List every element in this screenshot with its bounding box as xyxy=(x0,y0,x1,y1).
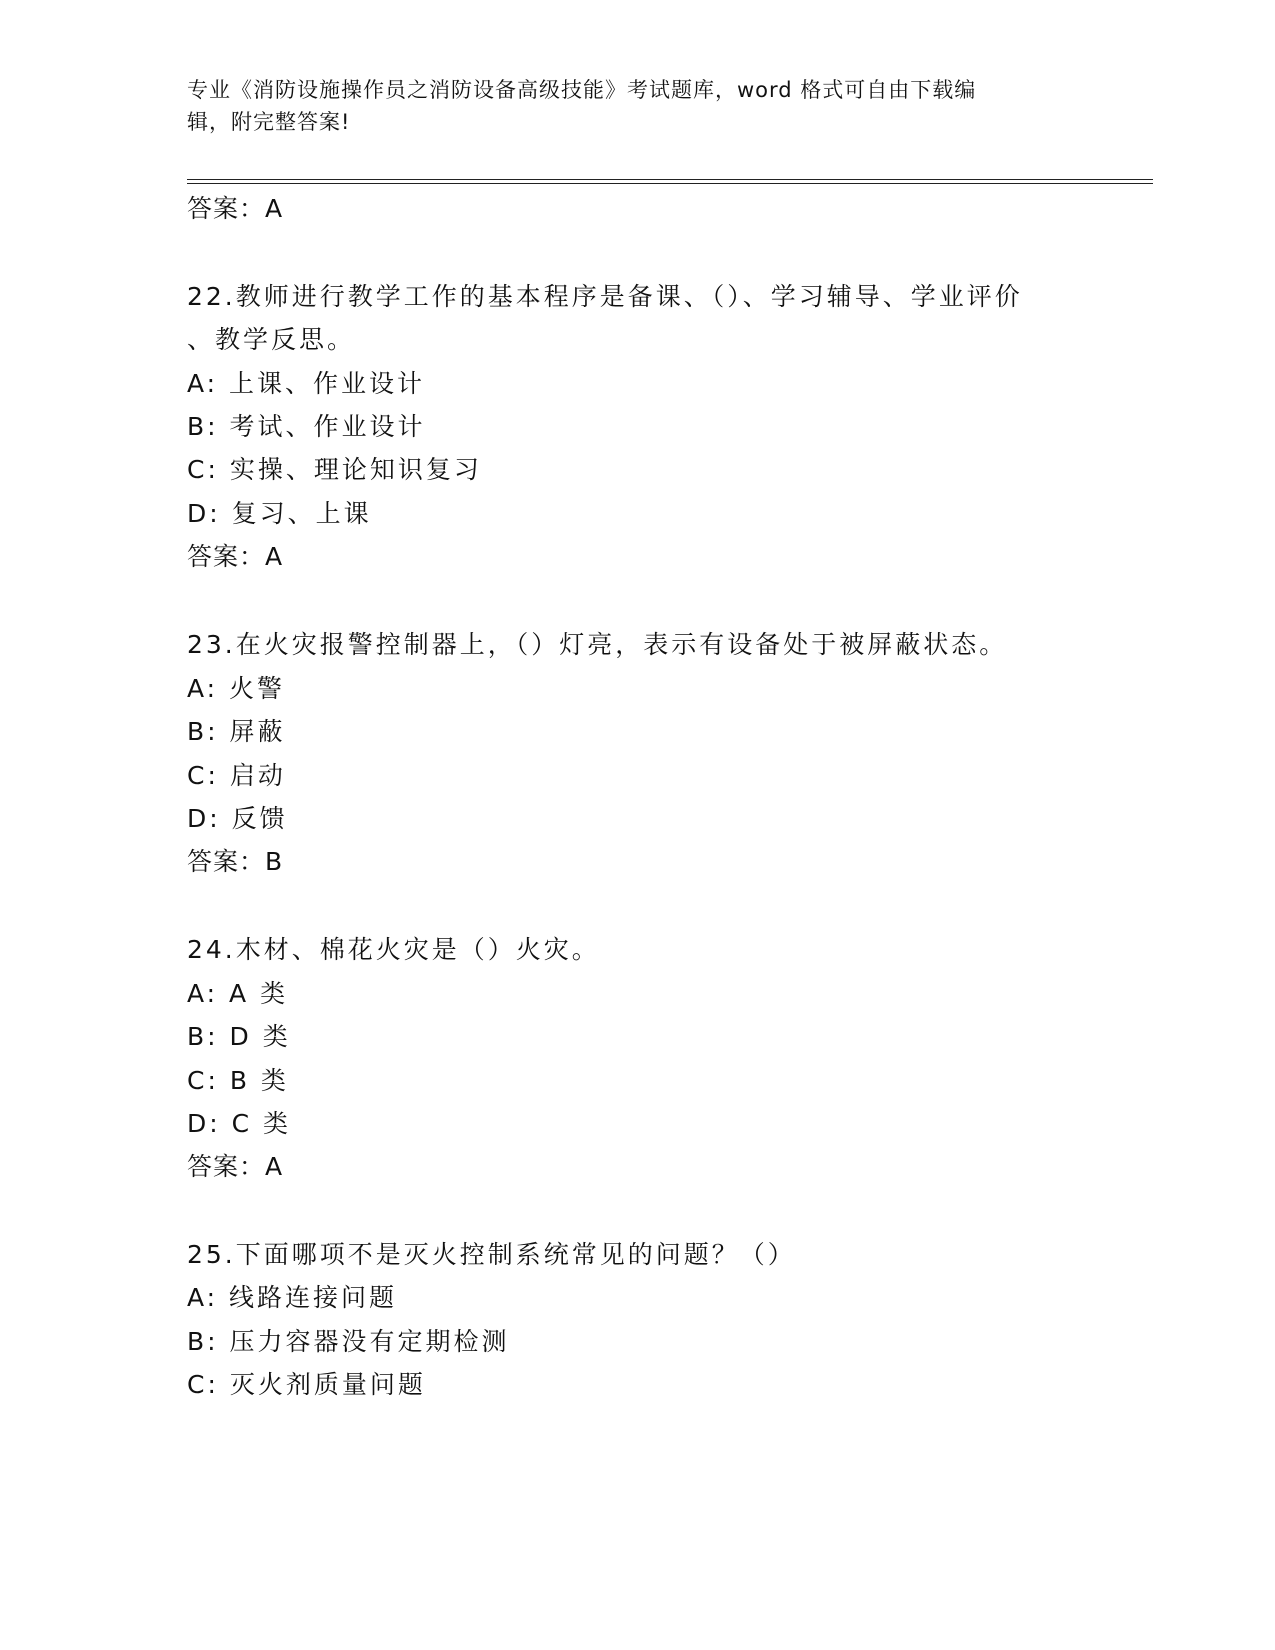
option-a: A: 火警 xyxy=(187,674,286,703)
option-c: C: B 类 xyxy=(187,1066,289,1095)
option-c: C: 启动 xyxy=(187,761,286,790)
question-stem: 22.教师进行教学工作的基本程序是备课、（）、学习辅导、学业评价 xyxy=(187,282,1023,311)
option-d: D: 复习、上课 xyxy=(187,499,372,528)
header-divider-top xyxy=(187,179,1153,180)
option-b: B: 压力容器没有定期检测 xyxy=(187,1327,510,1356)
question-stem: 24.木材、棉花火灾是（）火灾。 xyxy=(187,935,600,964)
answer-line: 答案：A xyxy=(187,1152,284,1181)
option-b: B: D 类 xyxy=(187,1022,291,1051)
answer-line: 答案：A xyxy=(187,194,284,223)
header-divider-bottom xyxy=(187,183,1153,184)
option-c: C: 灭火剂质量问题 xyxy=(187,1370,426,1399)
question-stem-continued: 、教学反思。 xyxy=(187,325,356,354)
option-d: D: C 类 xyxy=(187,1109,292,1138)
option-b: B: 屏蔽 xyxy=(187,717,286,746)
question-stem: 23.在火灾报警控制器上，（）灯亮，表示有设备处于被屏蔽状态。 xyxy=(187,630,1008,659)
question-stem: 25.下面哪项不是灭火控制系统常见的问题？（） xyxy=(187,1240,796,1269)
answer-line: 答案：B xyxy=(187,847,284,876)
header-line-2: 辑，附完整答案! xyxy=(187,110,351,134)
option-d: D: 反馈 xyxy=(187,804,288,833)
option-a: A: A 类 xyxy=(187,979,289,1008)
option-c: C: 实操、理论知识复习 xyxy=(187,455,482,484)
option-b: B: 考试、作业设计 xyxy=(187,412,426,441)
answer-line: 答案：A xyxy=(187,542,284,571)
option-a: A: 线路连接问题 xyxy=(187,1283,398,1312)
document-header xyxy=(187,74,1087,138)
option-a: A: 上课、作业设计 xyxy=(187,369,426,398)
header-line-1: 专业《消防设施操作员之消防设备高级技能》考试题库，word 格式可自由下载编 xyxy=(187,78,977,102)
